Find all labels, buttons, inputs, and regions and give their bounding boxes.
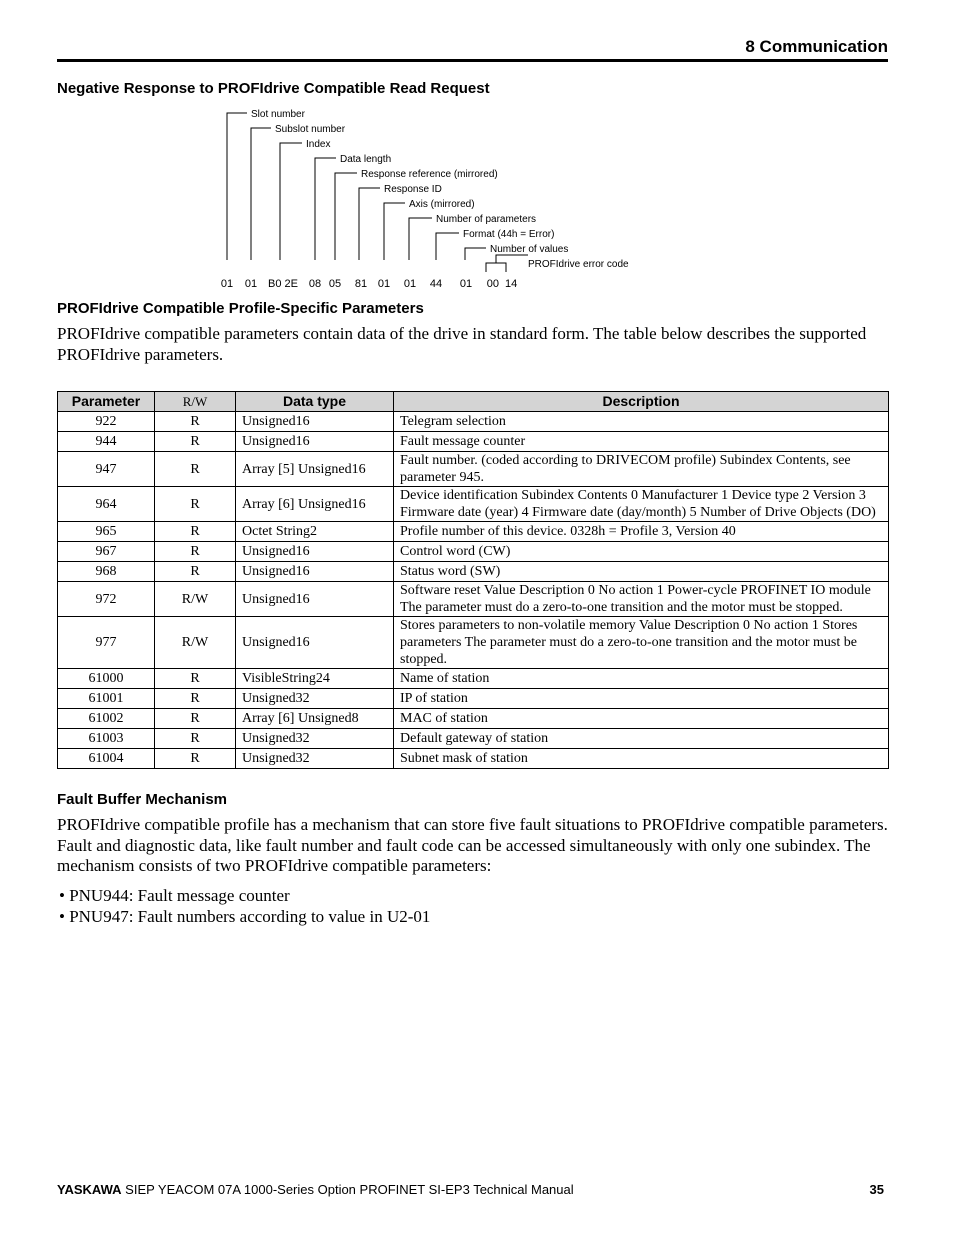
table-row [58, 709, 889, 729]
cell-parameter: 968 [58, 562, 155, 582]
cell-rw: R [155, 452, 236, 487]
footer-manual-title [57, 1182, 574, 1197]
cell-description: IP of station [394, 689, 889, 709]
cell-description: Fault number. (coded according to DRIVECOM profile) Subindex Contents, see parameter 945. [394, 452, 889, 487]
table-row [58, 487, 889, 522]
cell-data-type: Unsigned32 [236, 749, 394, 769]
column-header-data-type: Data type [236, 392, 394, 412]
cell-data-type: Unsigned32 [236, 729, 394, 749]
label-response-id: Response ID [384, 184, 442, 195]
byte-subslot: 01 [244, 278, 258, 290]
diagram-leader-lines [227, 113, 528, 272]
table-row [58, 542, 889, 562]
cell-rw: R/W [155, 617, 236, 669]
byte-error-code: 00 14 [486, 278, 518, 290]
byte-response-reference: 05 [328, 278, 342, 290]
label-format: Format (44h = Error) [463, 229, 555, 240]
cell-parameter: 61001 [58, 689, 155, 709]
cell-parameter: 61004 [58, 749, 155, 769]
profile-parameters-intro: PROFIdrive compatible parameters contain data of the drive in standard form. The table below describes the supported PROFIdrive parameters. [57, 324, 867, 364]
byte-data-length: 08 [308, 278, 322, 290]
cell-description: Device identification Subindex Contents 0 Manufacturer 1 Device type 2 Version 3 Firmware date (year) 4 Firmware date (day/month) 5 Number of Drive Objects (DO) [394, 487, 889, 522]
cell-description: Control word (CW) [394, 542, 889, 562]
cell-description: Fault message counter [394, 432, 889, 452]
section-heading-fault-buffer: Fault Buffer Mechanism [57, 791, 228, 808]
bullet-pnu944: • PNU944: Fault message counter [59, 886, 290, 905]
byte-format: 44 [429, 278, 443, 290]
cell-data-type: VisibleString24 [236, 669, 394, 689]
cell-rw: R [155, 562, 236, 582]
table-row [58, 452, 889, 487]
label-number-of-parameters: Number of parameters [436, 214, 537, 225]
cell-parameter: 964 [58, 487, 155, 522]
cell-description: Profile number of this device. 0328h = Profile 3, Version 40 [394, 522, 889, 542]
cell-parameter: 944 [58, 432, 155, 452]
byte-number-of-values: 01 [459, 278, 473, 290]
cell-parameter: 965 [58, 522, 155, 542]
cell-data-type: Octet String2 [236, 522, 394, 542]
bullet-pnu947: • PNU947: Fault numbers according to value in U2-01 [59, 907, 431, 926]
chapter-title: 8 Communication [745, 37, 888, 56]
cell-data-type: Unsigned16 [236, 617, 394, 669]
column-header-rw: R/W [155, 392, 236, 412]
cell-data-type: Unsigned16 [236, 412, 394, 432]
label-index: Index [306, 139, 331, 150]
cell-parameter: 977 [58, 617, 155, 669]
top-rule [57, 59, 888, 62]
table-row [58, 749, 889, 769]
label-number-of-values: Number of values [490, 244, 569, 255]
cell-rw: R [155, 542, 236, 562]
label-error-code: PROFIdrive error code [528, 259, 629, 270]
label-response-reference: Response reference (mirrored) [361, 169, 498, 180]
cell-data-type: Unsigned16 [236, 432, 394, 452]
table-row [58, 562, 889, 582]
profidrive-parameters-table [57, 391, 889, 769]
cell-data-type: Unsigned32 [236, 689, 394, 709]
section-heading-negative-response: Negative Response to PROFIdrive Compatible Read Request [57, 80, 490, 97]
cell-rw: R [155, 522, 236, 542]
cell-rw: R [155, 412, 236, 432]
table-header-row [58, 392, 889, 412]
read-response-diagram [200, 100, 660, 295]
cell-rw: R [155, 749, 236, 769]
label-slot-number: Slot number [251, 109, 305, 120]
cell-rw: R [155, 689, 236, 709]
cell-parameter: 972 [58, 582, 155, 617]
table-row [58, 617, 889, 669]
cell-description: Name of station [394, 669, 889, 689]
table-row [58, 412, 889, 432]
cell-data-type: Array [6] Unsigned16 [236, 487, 394, 522]
cell-rw: R [155, 669, 236, 689]
page-number: 35 [869, 1182, 884, 1197]
cell-description: Subnet mask of station [394, 749, 889, 769]
cell-parameter: 61000 [58, 669, 155, 689]
column-header-description: Description [394, 392, 889, 412]
cell-description: Default gateway of station [394, 729, 889, 749]
cell-description: Software reset Value Description 0 No action 1 Power-cycle PROFINET IO module The parameter must do a zero-to-one transition and the motor must be stopped. [394, 582, 889, 617]
cell-parameter: 947 [58, 452, 155, 487]
byte-response-id: 81 [354, 278, 368, 290]
fault-buffer-intro: PROFIdrive compatible profile has a mechanism that can store five fault situations to PROFIdrive compatible parameters. Fault and diagnostic data, like fault number and fault code can be accessed simultaneously with only one subindex. The mechanism consists of two PROFIdrive compatible parameters: [57, 815, 888, 875]
cell-description: Stores parameters to non-volatile memory Value Description 0 No action 1 Stores parameters The parameter must do a zero-to-one transition and the motor must be stopped. [394, 617, 889, 669]
table-row [58, 432, 889, 452]
cell-description: MAC of station [394, 709, 889, 729]
byte-axis: 01 [377, 278, 391, 290]
cell-rw: R [155, 432, 236, 452]
table-row [58, 729, 889, 749]
table-row [58, 522, 889, 542]
cell-data-type: Array [6] Unsigned8 [236, 709, 394, 729]
cell-rw: R [155, 487, 236, 522]
byte-number-of-parameters: 01 [403, 278, 417, 290]
cell-parameter: 967 [58, 542, 155, 562]
table-row [58, 582, 889, 617]
footer-title-text: SIEP YEACOM 07A 1000-Series Option PROFINET SI-EP3 Technical Manual [121, 1182, 574, 1197]
byte-slot: 01 [220, 278, 234, 290]
byte-index: B0 2E [268, 278, 298, 290]
cell-parameter: 61002 [58, 709, 155, 729]
cell-data-type: Unsigned16 [236, 562, 394, 582]
cell-rw: R [155, 729, 236, 749]
column-header-parameter: Parameter [58, 392, 155, 412]
cell-rw: R/W [155, 582, 236, 617]
cell-data-type: Unsigned16 [236, 582, 394, 617]
cell-data-type: Array [5] Unsigned16 [236, 452, 394, 487]
cell-rw: R [155, 709, 236, 729]
cell-parameter: 922 [58, 412, 155, 432]
cell-data-type: Unsigned16 [236, 542, 394, 562]
cell-parameter: 61003 [58, 729, 155, 749]
label-data-length: Data length [340, 154, 392, 165]
cell-description: Telegram selection [394, 412, 889, 432]
label-axis: Axis (mirrored) [409, 199, 475, 210]
label-subslot-number: Subslot number [275, 124, 346, 135]
table-row [58, 669, 889, 689]
section-heading-profile-parameters: PROFIdrive Compatible Profile-Specific Parameters [57, 300, 424, 317]
cell-description: Status word (SW) [394, 562, 889, 582]
footer-brand: YASKAWA [57, 1182, 122, 1197]
table-row [58, 689, 889, 709]
